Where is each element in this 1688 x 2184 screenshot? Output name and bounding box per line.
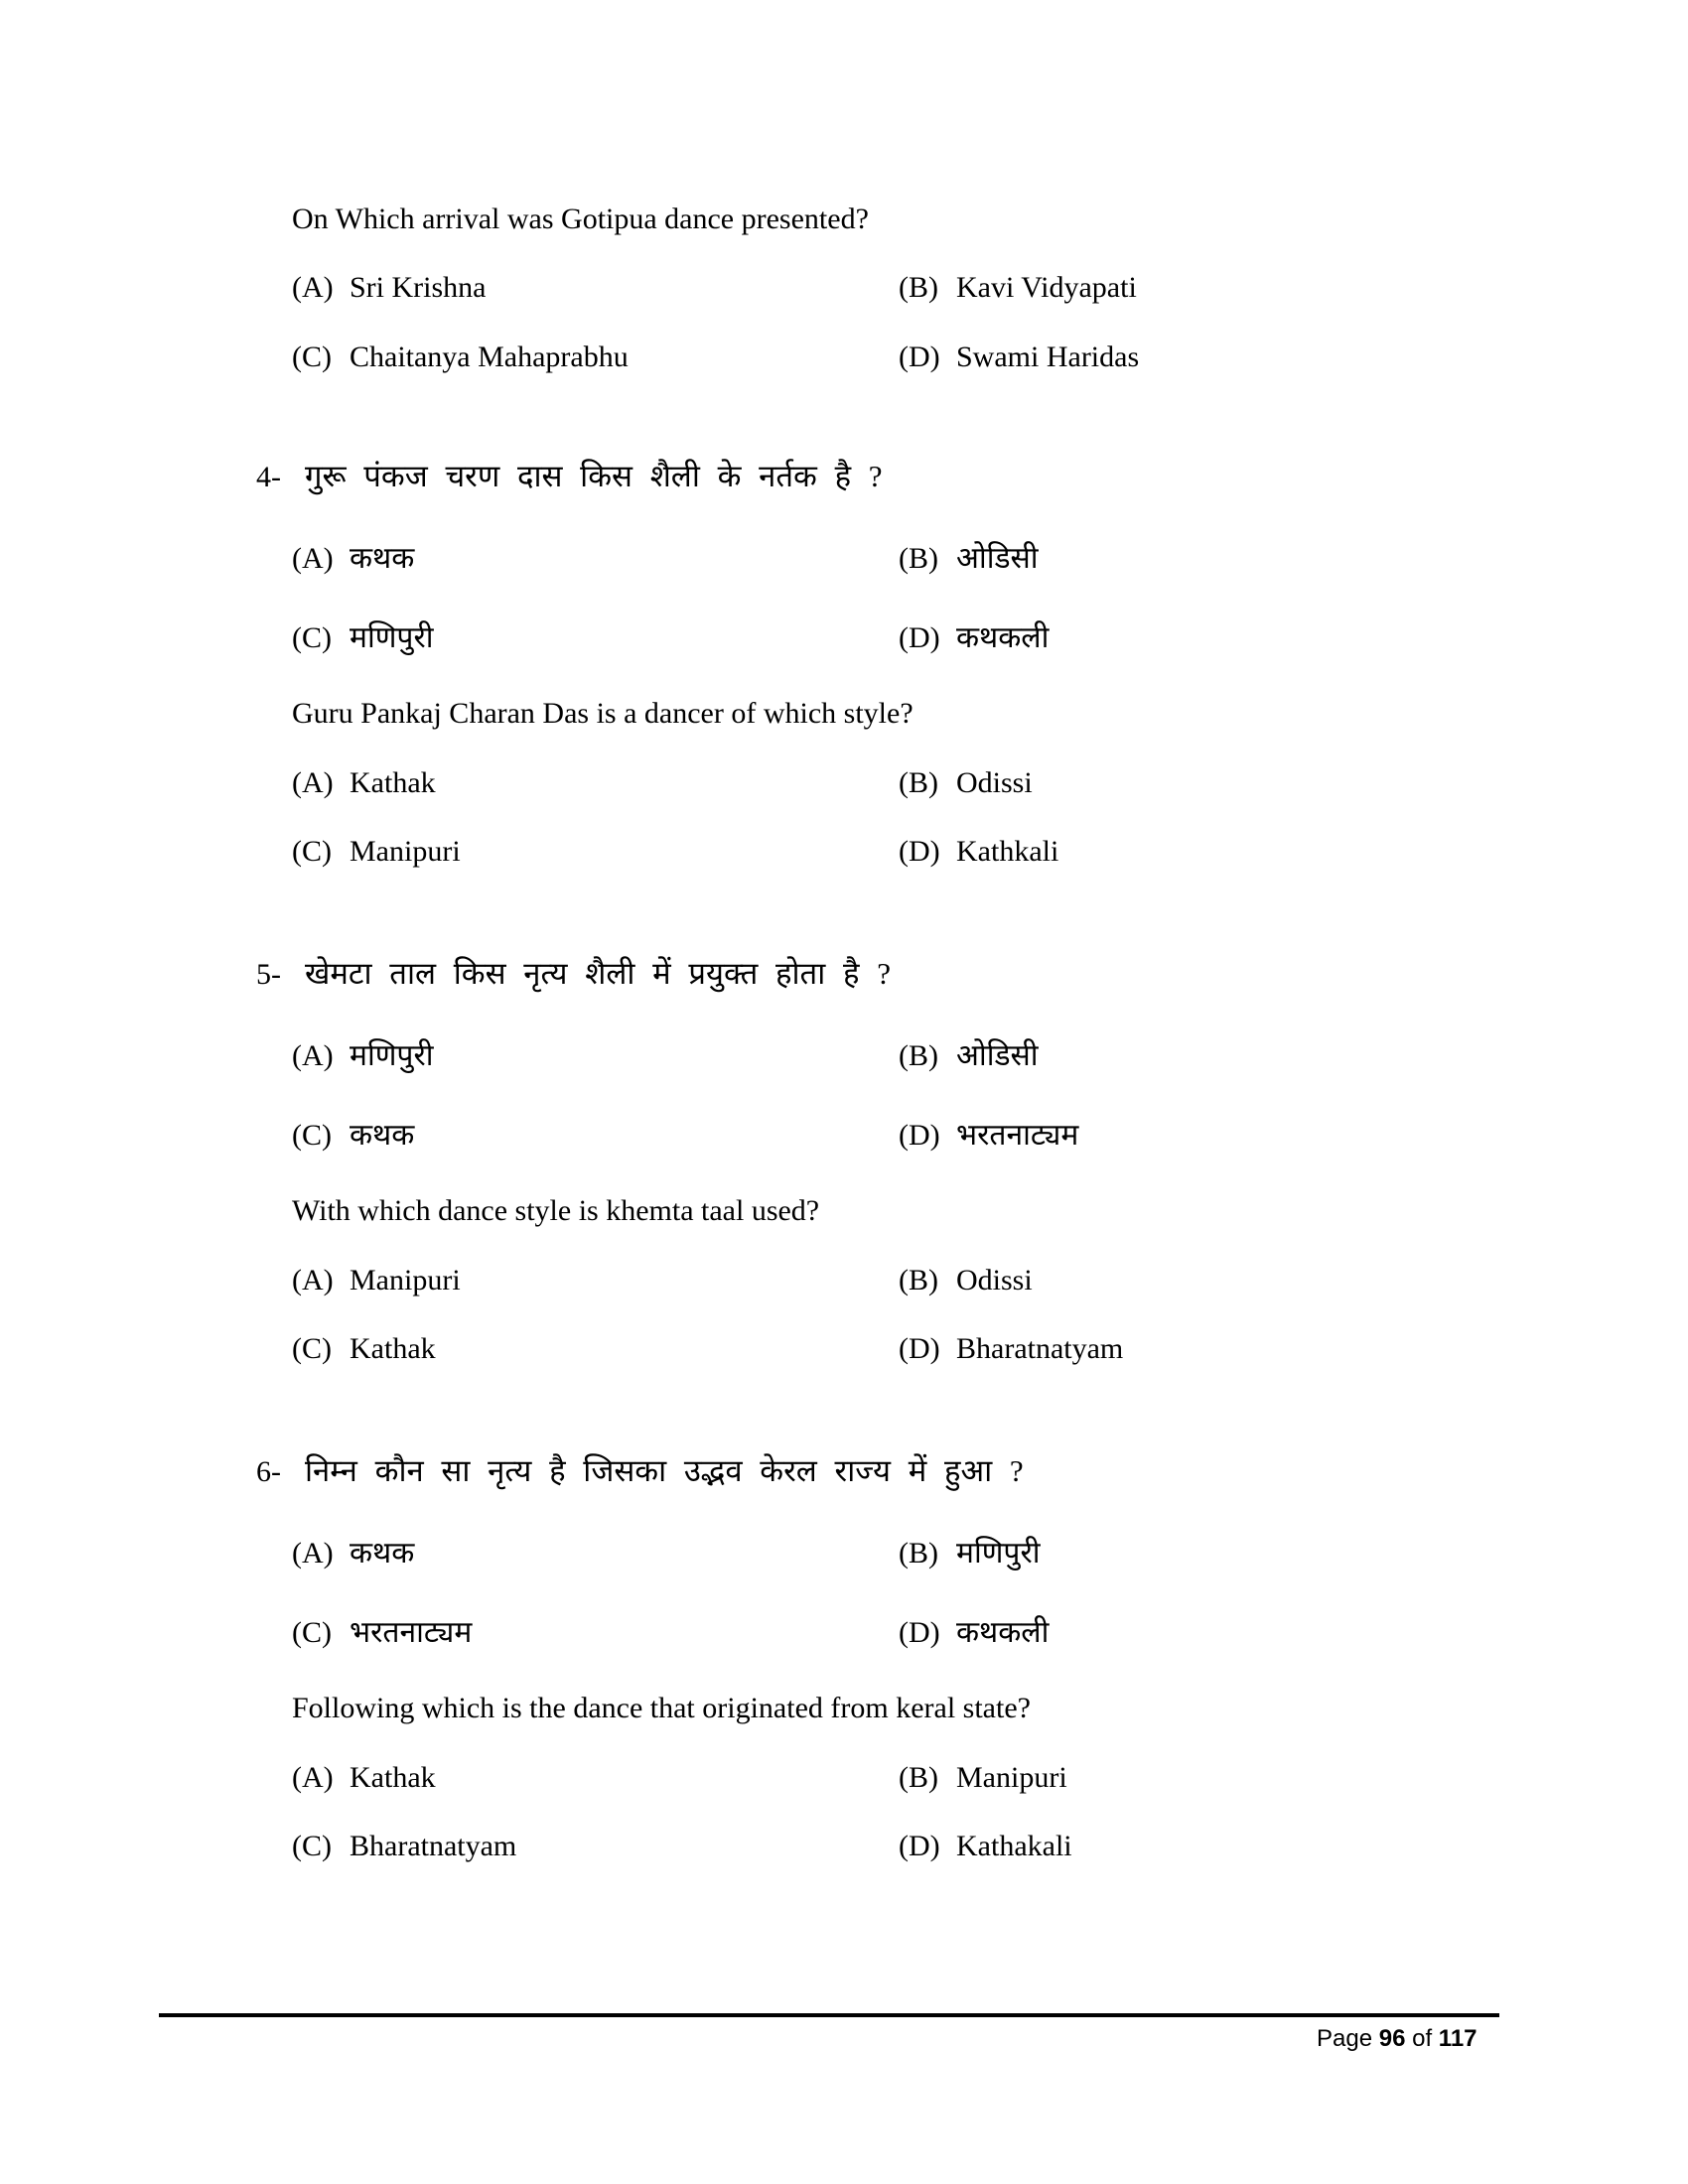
option-text: Manipuri bbox=[350, 835, 461, 868]
option-d-hi bbox=[899, 1121, 1078, 1151]
question-text-en: Guru Pankaj Charan Das is a dancer of which style? bbox=[292, 697, 914, 730]
question-text-hi: गुरू पंकज चरण दास किस शैली के नर्तक है ? bbox=[305, 459, 883, 493]
option-letter: (B) bbox=[899, 1264, 938, 1297]
option-text: Kathakali bbox=[956, 1830, 1072, 1862]
option-d bbox=[899, 1832, 1072, 1861]
option-text: मणिपुरी bbox=[350, 1039, 434, 1072]
option-text: Chaitanya Mahaprabhu bbox=[350, 341, 629, 373]
option-b-hi bbox=[899, 1041, 1039, 1071]
question-text-en: Following which is the dance that originated from keral state? bbox=[292, 1692, 1031, 1724]
question-text-hi: खेमटा ताल किस नृत्य शैली में प्रयुक्त होता है ? bbox=[305, 956, 891, 991]
option-letter: (A) bbox=[292, 1264, 334, 1297]
option-b bbox=[899, 1763, 1067, 1793]
option-a-hi bbox=[292, 1539, 414, 1569]
option-letter: (C) bbox=[292, 1830, 332, 1862]
option-d bbox=[899, 837, 1058, 867]
option-text: भरतनाट्यम bbox=[956, 1119, 1079, 1152]
option-letter: (D) bbox=[899, 341, 940, 373]
option-letter: (A) bbox=[292, 271, 334, 304]
option-letter: (B) bbox=[899, 542, 938, 575]
option-b bbox=[899, 1266, 1033, 1296]
option-letter: (A) bbox=[292, 542, 334, 575]
option-letter: (D) bbox=[899, 1332, 940, 1365]
option-letter: (D) bbox=[899, 835, 940, 868]
option-letter: (C) bbox=[292, 835, 332, 868]
option-text: Odissi bbox=[956, 1264, 1033, 1297]
option-d-hi bbox=[899, 1618, 1049, 1648]
option-text: Sri Krishna bbox=[350, 271, 487, 304]
question-number: 5- bbox=[256, 958, 281, 991]
page-label: Page bbox=[1317, 2025, 1373, 2052]
option-letter: (C) bbox=[292, 1119, 332, 1152]
option-a bbox=[292, 1266, 461, 1296]
option-a bbox=[292, 768, 436, 798]
option-letter: (C) bbox=[292, 1616, 332, 1649]
option-letter: (B) bbox=[899, 1537, 938, 1570]
option-letter: (A) bbox=[292, 1761, 334, 1794]
option-letter: (A) bbox=[292, 766, 334, 799]
question-text-en: On Which arrival was Gotipua dance presented? bbox=[292, 203, 869, 235]
option-letter: (D) bbox=[899, 1616, 940, 1649]
option-letter: (D) bbox=[899, 621, 940, 654]
option-text: ओडिसी bbox=[956, 1039, 1039, 1072]
total-pages: 117 bbox=[1438, 2025, 1477, 2052]
option-text: Bharatnatyam bbox=[956, 1332, 1124, 1365]
option-c bbox=[292, 837, 461, 867]
option-c bbox=[292, 1334, 436, 1364]
option-text: कथक bbox=[350, 1537, 415, 1570]
option-c-hi bbox=[292, 1618, 472, 1648]
option-text: कथकली bbox=[956, 621, 1050, 654]
option-a bbox=[292, 273, 487, 303]
option-text: Odissi bbox=[956, 766, 1033, 799]
option-c bbox=[292, 342, 629, 372]
option-d bbox=[899, 1334, 1123, 1364]
option-text: Kathak bbox=[350, 766, 436, 799]
footer-divider bbox=[159, 2013, 1499, 2017]
option-text: Kathak bbox=[350, 1332, 436, 1365]
option-text: भरतनाट्यम bbox=[350, 1616, 473, 1649]
option-letter: (A) bbox=[292, 1537, 334, 1570]
option-letter: (A) bbox=[292, 1039, 334, 1072]
option-text: मणिपुरी bbox=[350, 621, 434, 654]
option-letter: (C) bbox=[292, 341, 332, 373]
option-text: Kavi Vidyapati bbox=[956, 271, 1137, 304]
option-letter: (C) bbox=[292, 1332, 332, 1365]
option-text: ओडिसी bbox=[956, 542, 1039, 575]
option-b bbox=[899, 273, 1137, 303]
option-text: Manipuri bbox=[956, 1761, 1067, 1794]
option-c bbox=[292, 1832, 516, 1861]
option-text: मणिपुरी bbox=[956, 1537, 1041, 1570]
option-b-hi bbox=[899, 1539, 1040, 1569]
option-text: Kathkali bbox=[956, 835, 1059, 868]
option-letter: (B) bbox=[899, 1761, 938, 1794]
of-label: of bbox=[1412, 2025, 1433, 2052]
question-number: 4- bbox=[256, 461, 281, 493]
option-letter: (D) bbox=[899, 1830, 940, 1862]
option-letter: (B) bbox=[899, 766, 938, 799]
option-d-hi bbox=[899, 623, 1049, 653]
option-a bbox=[292, 1763, 436, 1793]
page-number bbox=[1317, 2026, 1477, 2052]
option-letter: (D) bbox=[899, 1119, 940, 1152]
option-a-hi bbox=[292, 1041, 433, 1071]
option-text: Bharatnatyam bbox=[350, 1830, 517, 1862]
question-text-hi: निम्न कौन सा नृत्य है जिसका उद्भव केरल राज्य में हुआ ? bbox=[305, 1453, 1024, 1488]
current-page: 96 bbox=[1378, 2025, 1406, 2052]
question-number: 6- bbox=[256, 1455, 281, 1488]
option-c-hi bbox=[292, 1121, 414, 1151]
option-text: Manipuri bbox=[350, 1264, 461, 1297]
option-text: Kathak bbox=[350, 1761, 436, 1794]
option-letter: (B) bbox=[899, 1039, 938, 1072]
option-text: कथक bbox=[350, 542, 415, 575]
option-letter: (B) bbox=[899, 271, 938, 304]
option-letter: (C) bbox=[292, 621, 332, 654]
question-text-en: With which dance style is khemta taal used? bbox=[292, 1194, 820, 1227]
option-a-hi bbox=[292, 544, 414, 574]
option-c-hi bbox=[292, 623, 433, 653]
option-text: कथक bbox=[350, 1119, 415, 1152]
option-b bbox=[899, 768, 1033, 798]
option-d bbox=[899, 342, 1139, 372]
option-text: कथकली bbox=[956, 1616, 1050, 1649]
option-b-hi bbox=[899, 544, 1039, 574]
option-text: Swami Haridas bbox=[956, 341, 1140, 373]
